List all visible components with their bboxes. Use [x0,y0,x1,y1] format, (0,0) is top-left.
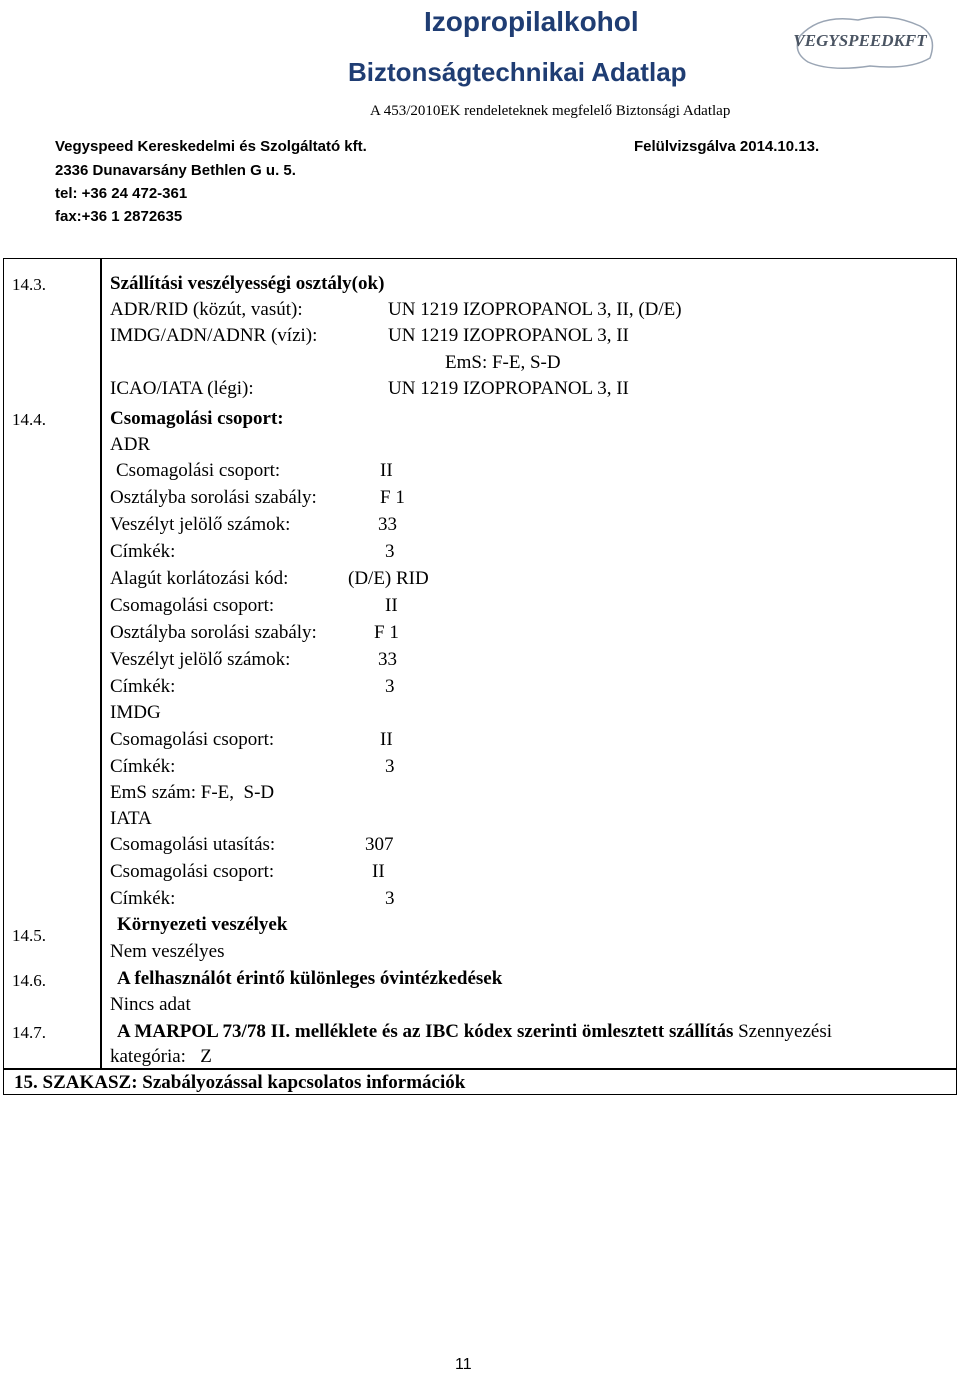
section-title-14-3: Szállítási veszélyességi osztály(ok) [110,273,385,294]
mode-heading-iata: IATA [110,808,152,829]
transport-label: ADR/RID (közút, vasút): [110,299,303,320]
packing-value: II [372,861,385,882]
packing-label: Veszélyt jelölő számok: [110,514,291,535]
section-title-14-5: Környezeti veszélyek [117,914,288,935]
packing-value: 33 [378,514,397,535]
packing-label: Veszélyt jelölő számok: [110,649,291,670]
packing-value: 3 [385,888,395,909]
transport-value: UN 1219 IZOPROPANOL 3, II [388,378,629,399]
packing-label: Osztályba sorolási szabály: [110,487,317,508]
packing-label: Címkék: [110,541,176,562]
ems-code: EmS szám: F-E, S-D [110,782,275,803]
packing-value: II [385,595,398,616]
packing-label: Osztályba sorolási szabály: [110,622,317,643]
packing-value: (D/E) RID [348,568,429,589]
section-number-14-7: 14.7. [12,1023,46,1042]
packing-value: 33 [378,649,397,670]
packing-value: 3 [385,756,395,777]
logo-text: VEGYSPEEDKFT [793,31,927,50]
section-number-14-4: 14.4. [12,410,46,429]
mode-heading-adr: ADR [110,434,151,455]
section-title-14-6: A felhasználót érintő különleges óvintézkedések [117,968,503,989]
company-logo [770,6,950,76]
packing-label: Csomagolási csoport: [110,861,275,882]
mode-heading-imdg: IMDG [110,702,161,723]
packing-value: F 1 [380,487,405,508]
revision-date: Felülvizsgálva 2014.10.13. [634,138,820,155]
packing-label: Címkék: [110,676,176,697]
section-title-14-7: A MARPOL 73/78 II. melléklete és az IBC kódex szerinti ömlesztett szállítás [117,1021,734,1042]
transport-label: ICAO/IATA (légi): [110,378,254,399]
packing-label: Csomagolási csoport: [110,595,275,616]
packing-label: Címkék: [110,888,176,909]
transport-value: EmS: F-E, S-D [445,352,561,373]
regulation-note: A 453/2010EK rendeleteknek megfelelő Biztonsági Adatlap [370,103,731,119]
packing-label: Csomagolási csoport: [116,460,281,481]
packing-value: F 1 [374,622,399,643]
pollution-label: Szennyezési [738,1021,832,1042]
packing-value: 3 [385,676,395,697]
packing-label: Csomagolási utasítás: [110,834,276,855]
section-text-14-5: Nem veszélyes [110,941,225,962]
company-fax: fax:+36 1 2872635 [55,208,183,225]
transport-label: IMDG/ADN/ADNR (vízi): [110,325,318,346]
company-name: Vegyspeed Kereskedelmi és Szolgáltató kft. [55,138,367,155]
section-number-14-5: 14.5. [12,926,46,945]
column-divider [100,258,102,1068]
section-title-15: 15. SZAKASZ: Szabályozással kapcsolatos információk [14,1072,466,1093]
pollution-category: kategória: Z [110,1046,212,1067]
packing-value: II [380,729,393,750]
document-subtitle: Biztonságtechnikai Adatlap [348,57,687,87]
section-title-14-4: Csomagolási csoport: [110,408,284,429]
company-address: 2336 Dunavarsány Bethlen G u. 5. [55,162,296,179]
transport-value: UN 1219 IZOPROPANOL 3, II, (D/E) [388,299,682,320]
section-text-14-6: Nincs adat [110,994,191,1015]
section-heading-14-7 [117,1021,832,1043]
packing-label: Alagút korlátozási kód: [110,568,289,589]
section-number-14-3: 14.3. [12,275,46,294]
packing-value: 3 [385,541,395,562]
packing-label: Címkék: [110,756,176,777]
company-phone: tel: +36 24 472-361 [55,185,188,202]
packing-value: II [380,460,393,481]
packing-label: Csomagolási csoport: [110,729,275,750]
packing-value: 307 [365,834,394,855]
row-divider [3,1068,957,1070]
document-title: Izopropilalkohol [424,6,639,37]
transport-value: UN 1219 IZOPROPANOL 3, II [388,325,629,346]
page-number: 11 [455,1356,472,1373]
section-number-14-6: 14.6. [12,971,46,990]
